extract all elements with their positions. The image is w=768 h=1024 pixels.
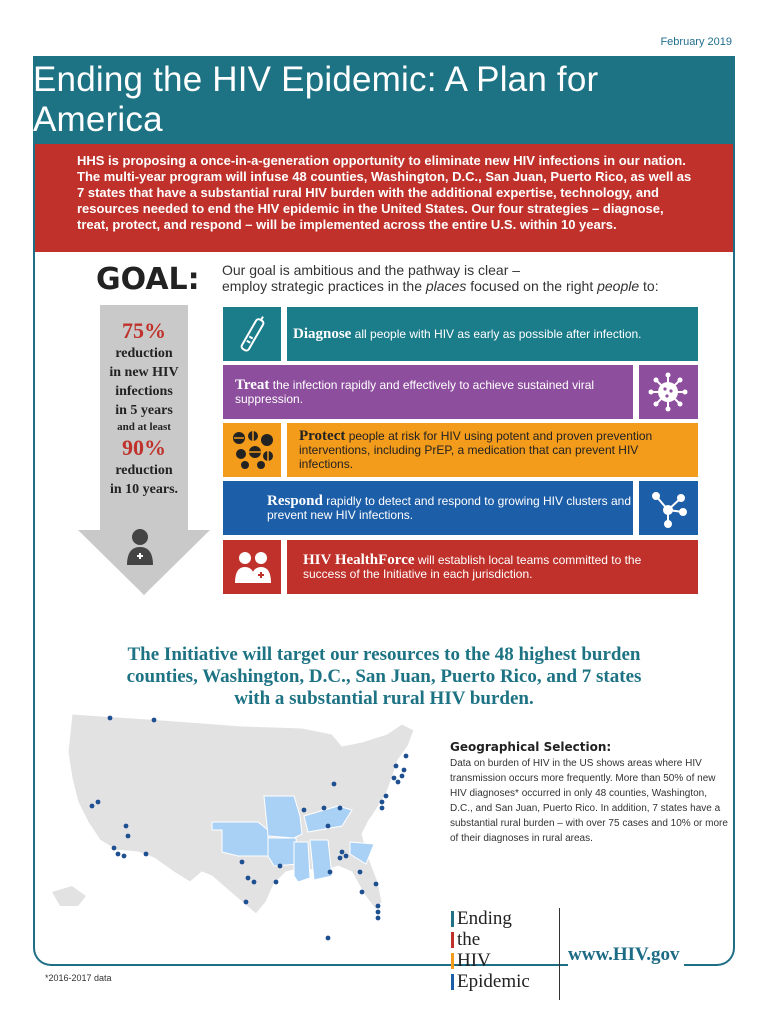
- county-dot: [344, 854, 349, 859]
- initiative-line: counties, Washington, D.C., San Juan, Puerto Rico, and 7 states: [126, 666, 642, 687]
- initiative-line: with a substantial rural HIV burden.: [234, 688, 534, 709]
- county-dot: [396, 780, 401, 785]
- lead-places: places: [425, 278, 467, 294]
- healthforce-keyword: HIV HealthForce: [303, 552, 415, 568]
- goal-lead: [222, 262, 659, 294]
- diagnose-text: all people with HIV as early as possible after infection.: [351, 327, 642, 341]
- geo-heading: Geographical Selection:: [450, 740, 612, 754]
- treat-keyword: Treat: [235, 377, 270, 393]
- goal-stats: [78, 318, 210, 499]
- logo-word: Epidemic: [451, 971, 530, 992]
- county-dot: [404, 754, 409, 759]
- goal-line: in 5 years: [115, 403, 173, 418]
- county-dot: [302, 808, 307, 813]
- alaska: [52, 886, 86, 906]
- county-dot: [376, 910, 381, 915]
- respond-text: rapidly to detect and respond to growing HIV clusters and prevent new HIV infections.: [267, 494, 632, 522]
- county-dot: [332, 782, 337, 787]
- county-dot: [358, 870, 363, 875]
- county-dot: [124, 824, 129, 829]
- geo-body: Data on burden of HIV in the US shows areas where HIV transmission occurs more frequently. More than 50% of new HIV diagnoses* occurred in only 48 counties, Washington, D.C., and San Juan, Puerto Rico. In addition, 7 states have a substantial rural burden – with over 75 cases and 10% or more of their diagnoses in rural areas.: [450, 758, 728, 844]
- county-dot: [392, 776, 397, 781]
- county-dot: [380, 806, 385, 811]
- county-dot: [400, 774, 405, 779]
- county-dot: [244, 900, 249, 905]
- lead-text: to:: [639, 278, 659, 294]
- county-dot: [152, 718, 157, 723]
- county-dot: [252, 880, 257, 885]
- logo-word: Ending: [451, 908, 530, 929]
- county-dot: [90, 804, 95, 809]
- county-dot: [96, 800, 101, 805]
- lead-text: employ strategic practices in the: [222, 278, 426, 294]
- goal-lead-line-2: [222, 278, 659, 294]
- title-banner: [33, 56, 735, 144]
- lead-people: people: [597, 278, 640, 294]
- county-dot: [376, 904, 381, 909]
- county-dot: [126, 834, 131, 839]
- pills-icon: [223, 423, 283, 477]
- county-dot: [274, 880, 279, 885]
- hiv-gov-link[interactable]: www.HIV.gov: [568, 944, 684, 966]
- goal-line: in 10 years.: [109, 482, 179, 497]
- county-dot: [340, 850, 345, 855]
- county-dot: [240, 860, 245, 865]
- treat-text: the infection rapidly and effectively to achieve sustained viral suppression.: [235, 378, 595, 406]
- test-stick-icon: [223, 307, 283, 361]
- geographical-selection: [450, 740, 730, 846]
- goal-line: reduction: [115, 346, 173, 361]
- us-map: [42, 706, 442, 948]
- county-dot: [328, 870, 333, 875]
- initiative-heading: [60, 644, 708, 710]
- goal-line: infections: [115, 384, 173, 399]
- publication-date: February 2019: [660, 36, 732, 48]
- healthforce-text: will establish local teams committed to the success of the Initiative in each jurisdiction.: [303, 553, 642, 581]
- county-dot: [144, 852, 149, 857]
- health-workers-icon: [223, 540, 283, 594]
- goal-line: in new HIV: [109, 365, 179, 380]
- goal-heading: GOAL:: [96, 262, 200, 297]
- county-dot: [374, 882, 379, 887]
- county-dot: [108, 716, 113, 721]
- county-dot: [360, 890, 365, 895]
- county-dot: [246, 876, 251, 881]
- lead-text: focused on the right: [466, 278, 598, 294]
- county-dot: [394, 764, 399, 769]
- county-dot: [322, 806, 327, 811]
- county-dot: [326, 936, 331, 941]
- network-icon: [638, 481, 698, 535]
- strategy-respond: [223, 481, 698, 535]
- protect-keyword: Protect: [299, 428, 346, 444]
- county-dot: [376, 916, 381, 921]
- logo-divider: [559, 908, 560, 1000]
- county-dot: [338, 856, 343, 861]
- rural-state-mississippi: [294, 842, 310, 882]
- county-dot: [122, 854, 127, 859]
- county-dot: [402, 768, 407, 773]
- initiative-line: The Initiative will target our resources to the 48 highest burden: [127, 644, 641, 665]
- goal-pct-5yr: 75%: [122, 318, 166, 343]
- intro-text: HHS is proposing a once-in-a-generation opportunity to eliminate new HIV infections in our nation. The multi-year program will infuse 48 counties, Washington, D.C., San Juan, Puerto Rico, as well as 7 states that have a substantial rural HIV burden with the additional expertise, technology, and resources needed to end the HIV epidemic in the United States. Our four strategies – diagnose, treat, protect, and respond – will be implemented across the entire U.S. within 10 years.: [77, 153, 692, 232]
- intro-banner: [35, 144, 733, 252]
- goal-lead-line-1: Our goal is ambitious and the pathway is clear –: [222, 262, 521, 278]
- us-outline: [68, 714, 414, 914]
- respond-keyword: Respond: [267, 493, 323, 509]
- protect-text: people at risk for HIV using potent and proven prevention interventions, including PrEP, a medication that can prevent HIV infections.: [299, 429, 653, 471]
- strategy-protect: [223, 423, 698, 477]
- person-icon: [126, 528, 154, 566]
- county-dot: [384, 794, 389, 799]
- goal-line: and at least: [117, 421, 171, 433]
- county-dot: [278, 864, 283, 869]
- strategy-diagnose: [223, 307, 698, 361]
- logo-word: the: [451, 929, 530, 950]
- county-dot: [112, 846, 117, 851]
- rural-state-missouri: [264, 796, 302, 838]
- goal-line: reduction: [115, 463, 173, 478]
- diagnose-keyword: Diagnose: [293, 326, 352, 342]
- strategy-treat: [223, 365, 698, 419]
- strategy-healthforce: [223, 540, 698, 594]
- footnote: *2016-2017 data: [45, 973, 112, 983]
- ending-hiv-logo: [451, 908, 530, 992]
- virus-icon: [638, 365, 698, 419]
- county-dot: [338, 806, 343, 811]
- county-dot: [380, 800, 385, 805]
- county-dot: [326, 824, 331, 829]
- goal-pct-10yr: 90%: [122, 435, 166, 460]
- county-dot: [116, 852, 121, 857]
- logo-word: HIV: [451, 950, 530, 971]
- page-title: Ending the HIV Epidemic: A Plan for America: [33, 60, 599, 139]
